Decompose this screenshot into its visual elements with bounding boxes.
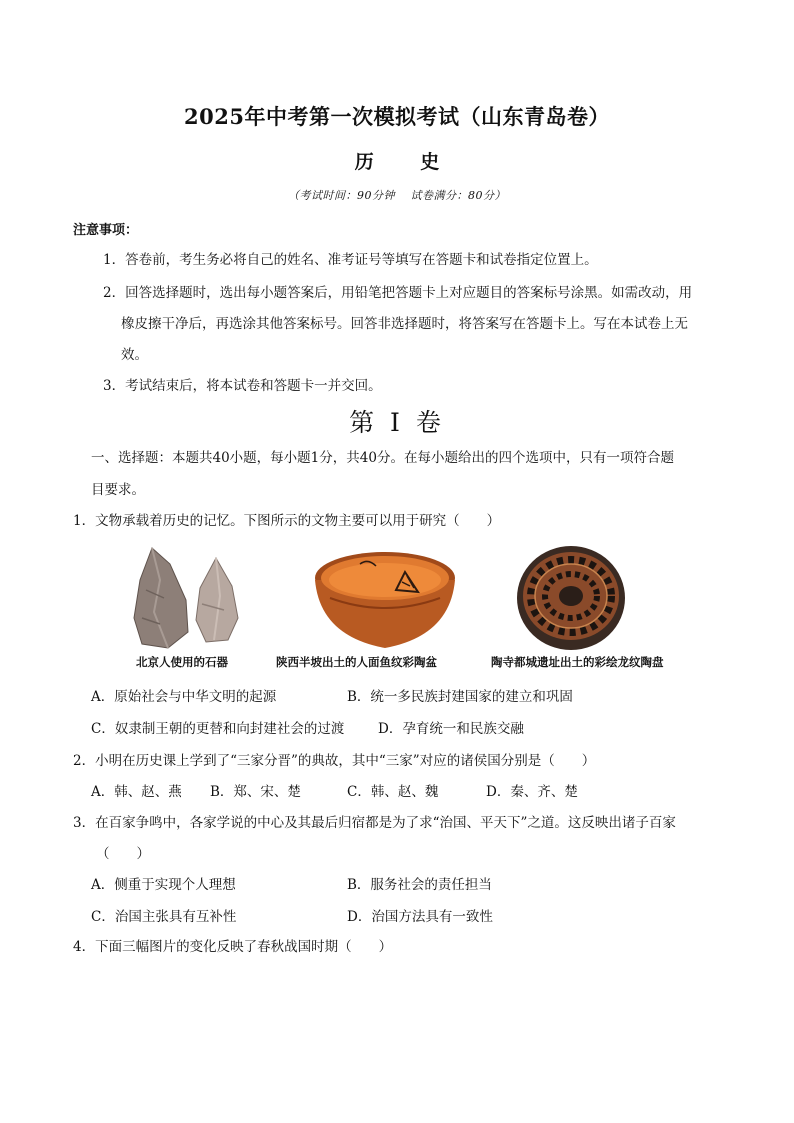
question-4-stem: 4．下面三幅图片的变化反映了春秋战国时期（ ） [73,939,393,955]
note-item-2-cont: 橡皮擦干净后，再选涂其他答案标号。回答非选择题时，将答案写在答题卡上。写在本试卷上无 [121,316,688,332]
note-item-3: 3．考试结束后，将本试卷和答题卡一并交回。 [103,378,382,394]
question-1-option-a[interactable]: A．原始社会与中华文明的起源 [91,689,277,705]
section-intro-line2: 目要求。 [91,482,145,498]
volume-title: 第 I 卷 [349,408,445,437]
exam-info: （考试时间：90分钟 试卷满分：80分） [288,189,506,202]
subject-title: 历 史 [354,151,460,173]
question-3-option-d[interactable]: D．治国方法具有一致性 [347,909,493,925]
question-2-option-b[interactable]: B．郑、宋、楚 [210,784,301,800]
note-item-2-cont2: 效。 [121,347,148,363]
note-item-2: 2．回答选择题时，选出每小题答案后，用铅笔把答题卡上对应题目的答案标号涂黑。如需改动，用 [103,285,693,301]
section-intro-line1: 一、选择题：本题共40小题，每小题1分，共40分。在每小题给出的四个选项中，只有一项符合题 [91,450,674,466]
painted-pottery-basin-image [310,548,460,652]
exam-title: 2025年中考第一次模拟考试（山东青岛卷） [184,104,610,129]
question-2-option-d[interactable]: D．秦、齐、楚 [486,784,578,800]
question-3-option-a[interactable]: A．侧重于实现个人理想 [91,877,236,893]
question-1-stem: 1．文物承载着历史的记忆。下图所示的文物主要可以用于研究（ ） [73,513,501,529]
note-item-1: 1．答卷前，考生务必将自己的姓名、准考证号等填写在答题卡和试卷指定位置上。 [103,252,598,268]
figure-caption-3: 陶寺都城遗址出土的彩绘龙纹陶盘 [491,655,664,669]
question-3-stem-cont: （ ） [96,846,150,862]
question-3-option-c[interactable]: C．治国主张具有互补性 [91,909,237,925]
question-3-option-b[interactable]: B．服务社会的责任担当 [347,877,492,893]
figure-caption-1: 北京人使用的石器 [136,655,228,669]
question-2-option-c[interactable]: C．韩、赵、魏 [347,784,439,800]
question-1-option-c[interactable]: C．奴隶制王朝的更替和向封建社会的过渡 [91,721,345,737]
question-1-option-d[interactable]: D．孕育统一和民族交融 [378,721,524,737]
dragon-pattern-plate-image [515,544,627,652]
question-3-stem: 3．在百家争鸣中，各家学说的中心及其最后归宿都是为了求“治国、平天下”之道。这反映出诸子百家 [73,815,676,831]
notes-heading: 注意事项： [73,223,139,238]
figure-caption-2: 陕西半坡出土的人面鱼纹彩陶盆 [276,655,437,669]
stone-tools-image [130,540,245,652]
question-2-stem: 2．小明在历史课上学到了“三家分晋”的典故，其中“三家”对应的诸侯国分别是（ ） [73,753,596,769]
question-1-option-b[interactable]: B．统一多民族封建国家的建立和巩固 [347,689,573,705]
question-2-option-a[interactable]: A．韩、赵、燕 [91,784,182,800]
